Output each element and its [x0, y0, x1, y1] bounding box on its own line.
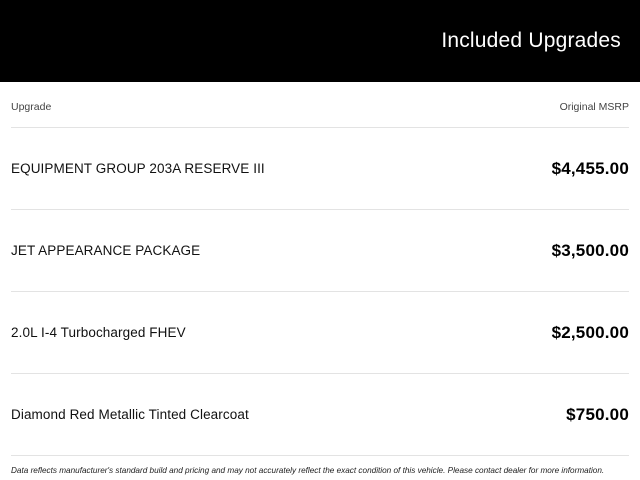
table-row [11, 209, 629, 291]
table-column-headers [11, 82, 629, 119]
upgrade-name: 2.0L I-4 Turbocharged FHEV [11, 325, 186, 340]
upgrade-name: EQUIPMENT GROUP 203A RESERVE III [11, 161, 265, 176]
upgrade-price: $4,455.00 [551, 158, 629, 178]
upgrades-table [11, 127, 629, 455]
page-title: Included Upgrades [441, 29, 621, 52]
upgrade-price: $750.00 [566, 404, 629, 424]
table-row [11, 373, 629, 455]
page-header [0, 0, 640, 82]
disclaimer-text: Data reflects manufacturer's standard build and pricing and may not accurately reflect the exact condition of this vehicle. Please contact dealer for more information. [11, 466, 605, 475]
upgrade-price: $3,500.00 [551, 240, 629, 260]
footer [11, 455, 629, 477]
column-header-upgrade: Upgrade [11, 101, 52, 113]
content-area [0, 82, 640, 477]
column-header-original-msrp: Original MSRP [559, 101, 629, 113]
table-row [11, 127, 629, 209]
upgrade-price: $2,500.00 [551, 322, 629, 342]
upgrade-name: Diamond Red Metallic Tinted Clearcoat [11, 407, 249, 422]
table-row [11, 291, 629, 373]
upgrade-name: JET APPEARANCE PACKAGE [11, 243, 201, 258]
